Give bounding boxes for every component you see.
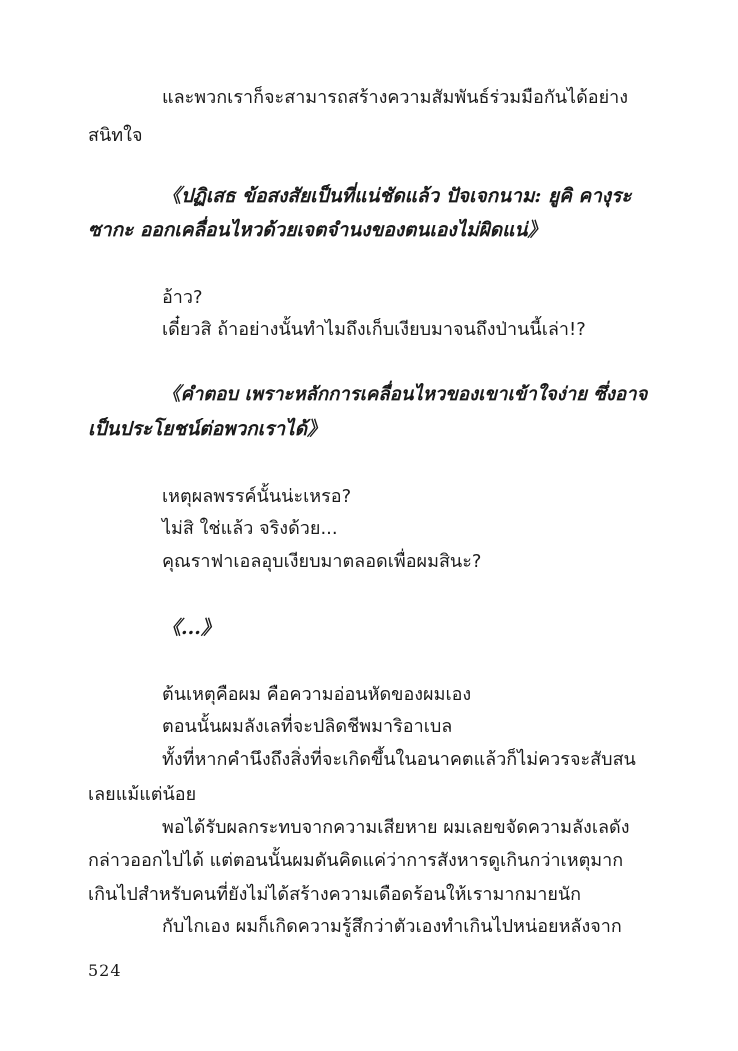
body-line: ต้นเหตุคือผม คือความอ่อนหัดของผมเอง bbox=[162, 684, 472, 705]
dialogue-line-bold: 《...》 bbox=[162, 617, 220, 639]
body-line: เดี๋ยวสิ ถ้าอย่างนั้นทำไมถึงเก็บเงียบมาจนถึงป่านนี้เล่า!? bbox=[162, 319, 586, 340]
body-line: ตอนนั้นผมลังเลที่จะปลิดชีพมาริอาเบล bbox=[162, 716, 453, 737]
body-line: กับไกเอง ผมก็เกิดความรู้สึกว่าตัวเองทำเกินไปหน่อยหลังจาก bbox=[162, 916, 622, 937]
body-line: เหตุผลพรรค์นั้นน่ะเหรอ? bbox=[162, 486, 352, 507]
dialogue-line-bold: 《คำตอบ เพราะหลักการเคลื่อนไหวของเขาเข้าใจง่าย ซึ่งอาจ bbox=[162, 384, 648, 405]
body-line: และพวกเราก็จะสามารถสร้างความสัมพันธ์ร่วมมือกันได้อย่าง bbox=[162, 87, 629, 108]
dialogue-line-bold: ซากะ ออกเคลื่อนไหวด้วยเจตจำนงของตนเองไม่ผิดแน่》 bbox=[88, 219, 547, 241]
body-line: พอได้รับผลกระทบจากความเสียหาย ผมเลยขจัดความลังเลดัง bbox=[162, 817, 630, 838]
body-line: ทั้งที่หากคำนึงถึงสิ่งที่จะเกิดขึ้นในอนาคตแล้วก็ไม่ควรจะสับสน bbox=[162, 749, 636, 770]
body-line: เกินไปสำหรับคนที่ยังไม่ได้สร้างความเดือดร้อนให้เรามากมายนัก bbox=[88, 884, 582, 905]
page-number: 524 bbox=[88, 961, 122, 980]
body-line: ไม่สิ ใช่แล้ว จริงด้วย... bbox=[162, 518, 338, 539]
body-line: กล่าวออกไปได้ แต่ตอนนั้นผมดันคิดแค่ว่าการสังหารดูเกินกว่าเหตุมาก bbox=[88, 850, 624, 871]
dialogue-line-bold: เป็นประโยชน์ต่อพวกเราได้》 bbox=[88, 418, 326, 440]
body-line: อ้าว? bbox=[162, 287, 203, 308]
body-line: คุณราฟาเอลอุบเงียบมาตลอดเพื่อผมสินะ? bbox=[162, 551, 482, 572]
body-line: เลยแม้แต่น้อย bbox=[88, 784, 197, 805]
body-line: สนิทใจ bbox=[88, 125, 143, 146]
dialogue-line-bold: 《ปฏิเสธ ข้อสงสัยเป็นที่แน่ชัดแล้ว ปัจเจกนาม: ยูคิ คางุระ bbox=[162, 185, 632, 207]
